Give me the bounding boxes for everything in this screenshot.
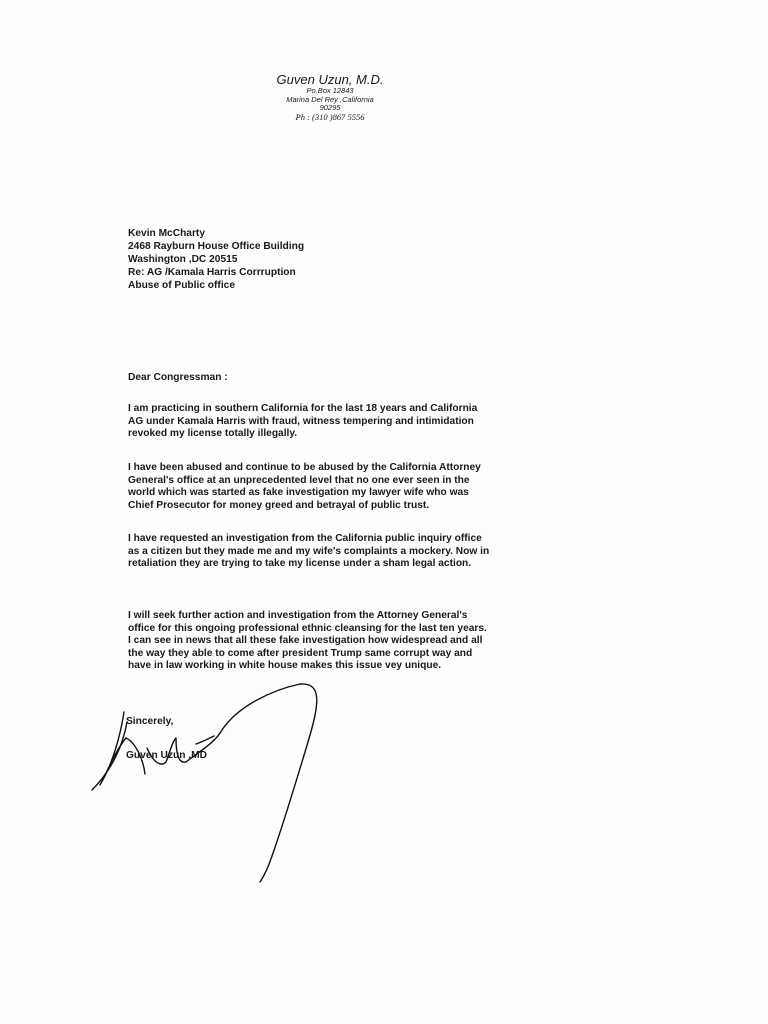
letterhead-po-box: Po.Box 12843 bbox=[306, 86, 354, 96]
recipient-name: Kevin McCharty bbox=[128, 228, 205, 239]
paragraph-line: General's office at an unprecedented level that no one ever seen in the bbox=[128, 474, 470, 486]
closing: Sincerely, bbox=[126, 716, 174, 727]
paragraph-line: world which was started as fake investigation my lawyer wife who was bbox=[128, 487, 469, 499]
recipient-address: 2468 Rayburn House Office Building bbox=[128, 241, 305, 252]
paragraph-line: I have been abused and continue to be abused by the California Attorney bbox=[128, 462, 481, 473]
signed-name: Guven Uzun ,MD bbox=[126, 750, 207, 761]
paragraph-line: I have requested an investigation from the California public inquiry office bbox=[128, 533, 482, 544]
letterhead bbox=[210, 73, 450, 122]
paragraph-line: revoked my license totally illegally. bbox=[128, 428, 298, 440]
paragraph-line: as a citizen but they made me and my wife's complaints a mockery. Now in bbox=[128, 545, 490, 557]
paragraph-line: have in law working in white house makes this issue vey unique. bbox=[128, 660, 442, 672]
paragraph-line: office for this ongoing professional ethnic cleansing for the last ten years. bbox=[128, 622, 487, 634]
subject-line: Re: AG /Kamala Harris Corrruption bbox=[128, 267, 296, 278]
paragraph-line: I can see in news that all these fake investigation how widespread and all bbox=[128, 635, 483, 647]
paragraph-line: I am practicing in southern California for the last 18 years and California bbox=[128, 403, 478, 414]
subject-line-2: Abuse of Public office bbox=[128, 280, 235, 291]
letterhead-zip: 90295 bbox=[319, 102, 341, 112]
paragraph-line: retaliation they are trying to take my license under a sham legal action. bbox=[128, 558, 472, 570]
body-paragraph-2 bbox=[128, 462, 528, 512]
salutation: Dear Congressman : bbox=[128, 372, 228, 383]
paragraph-line: AG under Kamala Harris with fraud, witness tempering and intimidation bbox=[128, 415, 474, 427]
body-paragraph-4 bbox=[128, 610, 528, 673]
letterhead-phone: Ph : (310 )867 5556 bbox=[295, 112, 365, 123]
paragraph-line: Chief Prosecutor for money greed and betrayal of public trust. bbox=[128, 499, 430, 511]
paragraph-line: I will seek further action and investigation from the Attorney General's bbox=[128, 610, 468, 621]
letterhead-city: Marina Del Rey ,California bbox=[286, 94, 374, 104]
recipient-block bbox=[128, 227, 304, 292]
paragraph-line: the way they able to come after president Trump same corrupt way and bbox=[128, 647, 473, 659]
recipient-city: Washington ,DC 20515 bbox=[128, 254, 238, 265]
body-paragraph-3 bbox=[128, 533, 528, 571]
body-paragraph-1 bbox=[128, 403, 528, 441]
letterhead-name: Guven Uzun, M.D. bbox=[276, 72, 384, 87]
